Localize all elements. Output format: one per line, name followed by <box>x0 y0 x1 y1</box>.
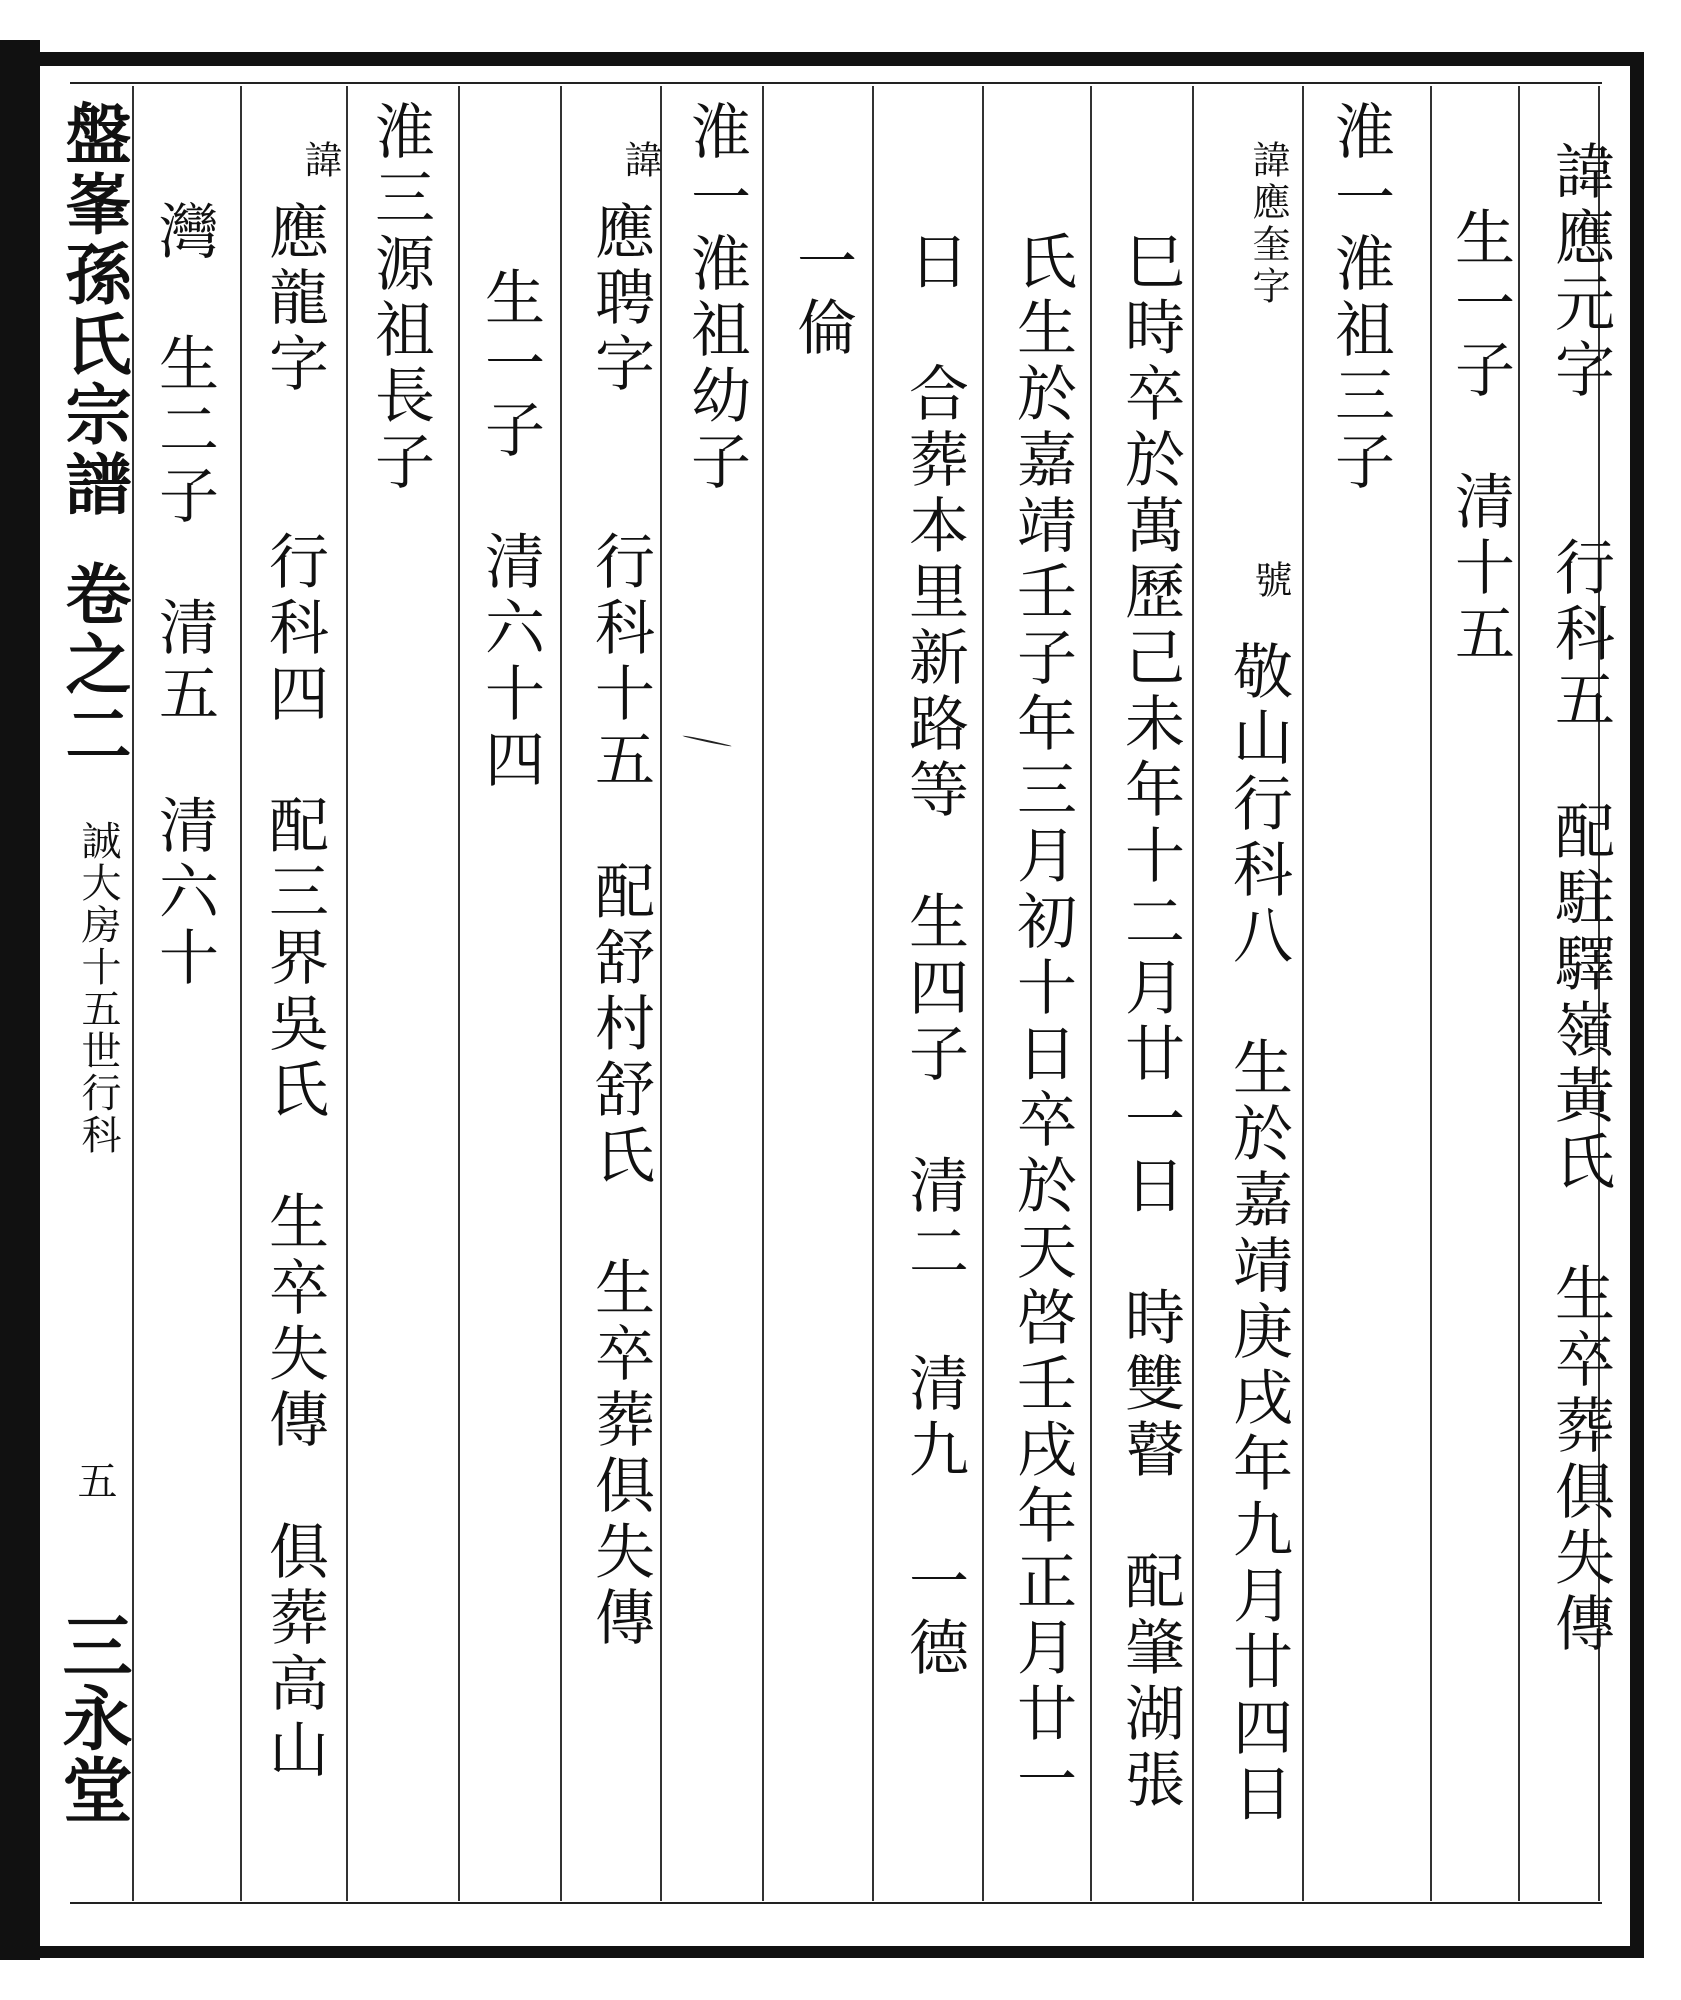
section-label: 誠大房十五世行科 <box>75 820 121 1156</box>
column-rule <box>1192 86 1194 1901</box>
column-rule <box>560 86 562 1901</box>
column-rule <box>982 86 984 1901</box>
column-rule <box>762 86 764 1901</box>
volume-label: 卷之二 <box>54 560 132 770</box>
text-column-small: 諱應奎字 <box>1246 140 1290 308</box>
column-rule <box>240 86 242 1901</box>
book-title: 盤峯孫氏宗譜 <box>54 100 132 520</box>
text-column-small: 號 <box>1248 560 1292 602</box>
column-rule <box>1302 86 1304 1901</box>
hall-name: 三永堂 <box>51 1610 134 1826</box>
column-rule <box>660 86 662 1901</box>
text-column: 淮三源祖長子 <box>365 100 435 496</box>
top-inner-rule <box>70 82 1602 84</box>
text-column: 一倫 <box>787 230 857 362</box>
bottom-inner-rule <box>70 1902 1602 1904</box>
page-number: 五 <box>71 1460 117 1500</box>
column-rule <box>1430 86 1432 1901</box>
text-column: 灣 生二子 清五 清六十 <box>149 200 219 992</box>
text-column: 應聘字 行科十五 配舒村舒氏 生卒葬俱失傳 <box>585 200 655 1652</box>
text-column-small: 諱 <box>618 140 662 182</box>
text-column-small: 諱 <box>298 140 342 182</box>
text-column: 生一子 清六十四 <box>475 200 545 794</box>
column-rule <box>872 86 874 1901</box>
text-column: 日 合葬本里新路等 生四子 清二 清九 一德 <box>899 230 969 1682</box>
text-column: 巳時卒於萬歷己未年十二月廿一日 時雙瞽 配肇湖張 <box>1115 230 1185 1814</box>
spine-edge <box>0 40 40 1960</box>
text-column: 淮一淮祖三子 <box>1325 100 1395 496</box>
text-column: 淮一淮祖幼子 <box>681 100 751 496</box>
column-rule <box>1090 86 1092 1901</box>
column-rule <box>458 86 460 1901</box>
text-column: 敬山行科八 生於嘉靖庚戌年九月廿四日 <box>1223 640 1293 1828</box>
text-column: 諱應元字 行科五 配駐驛嶺黃氏 生卒葬俱失傳 <box>1545 140 1615 1658</box>
text-column: 應龍字 行科四 配三界吳氏 生卒失傳 俱葬高山 <box>259 200 329 1784</box>
text-column: 氏生於嘉靖壬子年三月初十日卒於天啓壬戌年正月廿一 <box>1007 230 1077 1814</box>
text-column: 生一子 清十五 <box>1445 140 1515 668</box>
column-rule <box>346 86 348 1901</box>
